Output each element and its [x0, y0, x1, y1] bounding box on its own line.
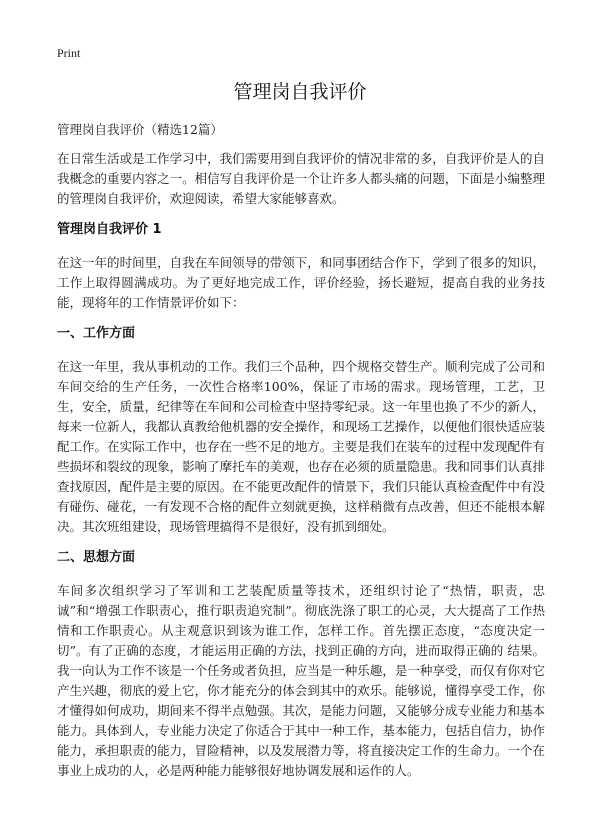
- print-link[interactable]: Print: [57, 46, 81, 60]
- work-paragraph: 在这一年里，我从事机动的工作。我们三个品种，四个规格交替生产。顺利完成了公司和车间交给的生产任务，一次性合格率100%，保证了市场的需求。现场管理，工艺，卫生，安全，质量，纪律等在车间和公司检查中坚持零纪录。这一年里也换了不少的新人，每来一位新人，我都认真教给他机器的安全操作，和现场工艺操作，以便他们很快适应装配工作。在实际工作中，也存在一些不足的地方。主要是我们在装车的过程中发现配件有些损坏和裂纹的现象，影响了摩托车的美观，也存在必须的质量隐患。我和同事们认真排查找原因，配件是主要的原因。在不能更改配件的情景下，我们只能认真检查配件中有没有碰伤、碰花，一有发现不合格的配件立刻就更换，这样稍微有点改善，但还不能根本解决。其次班组建设，现场管理搞得不是很好，没有抓到细处。: [57, 359, 545, 534]
- work-heading: 一、工作方面: [57, 326, 136, 341]
- document-body: [57, 149, 545, 793]
- thought-heading: 二、思想方面: [57, 550, 136, 565]
- document-title: 管理岗自我评价: [233, 81, 367, 103]
- document-subtitle: 管理岗自我评价（精选12篇）: [57, 122, 223, 137]
- thought-paragraph: 车间多次组织学习了军训和工艺装配质量等技术，还组织讨论了“热情，职责，忠诚”和“增强工作职责心，推行职责追究制”。彻底洗涤了职工的心灵，大大提高了工作热情和工作职责心。从主观意识到该为谁工作，怎样工作。首先摆正态度，“态度决定一切”。有了正确的态度，才能运用正确的方法，找到正确的方向，进而取得正确的 结果。我一向认为工作不该是一个任务或者负担，应当是一种乐趣，是一种享受，而仅有你对它产生兴趣，彻底的爱上它，你才能充分的体会到其中的欢乐。能够说，懂得享受工作，你才懂得如何成功，期间来不得半点勉强。其次，是能力问题，又能够分成专业能力和基本能力。具体到人，专业能力决定了你适合于其中一种工作，基本能力，包括自信力，协作能力，承担职责的能力，冒险精神，以及发展潜力等，将直接决定工作的生命力。一个在事业上成功的人，必是两种能力能够很好地协调发展和运作的人。: [57, 583, 545, 778]
- section-paragraph: 在这一年的时间里，自我在车间领导的带领下，和同事团结合作下，学到了很多的知识，工作上取得圆满成功。为了更好地完成工作，评价经验，扬长避短，提高自我的业务技能，现将年的工作情景评价如下：: [57, 255, 545, 310]
- intro-paragraph: 在日常生活或是工作学习中，我们需要用到自我评价的情况非常的多，自我评价是人的自我概念的重要内容之一。相信写自我评价是一个让许多人都头痛的问题，下面是小编整理的管理岗自我评价，欢迎阅读，希望大家能够喜欢。: [57, 151, 545, 206]
- section-heading: 管理岗自我评价 1: [57, 222, 162, 237]
